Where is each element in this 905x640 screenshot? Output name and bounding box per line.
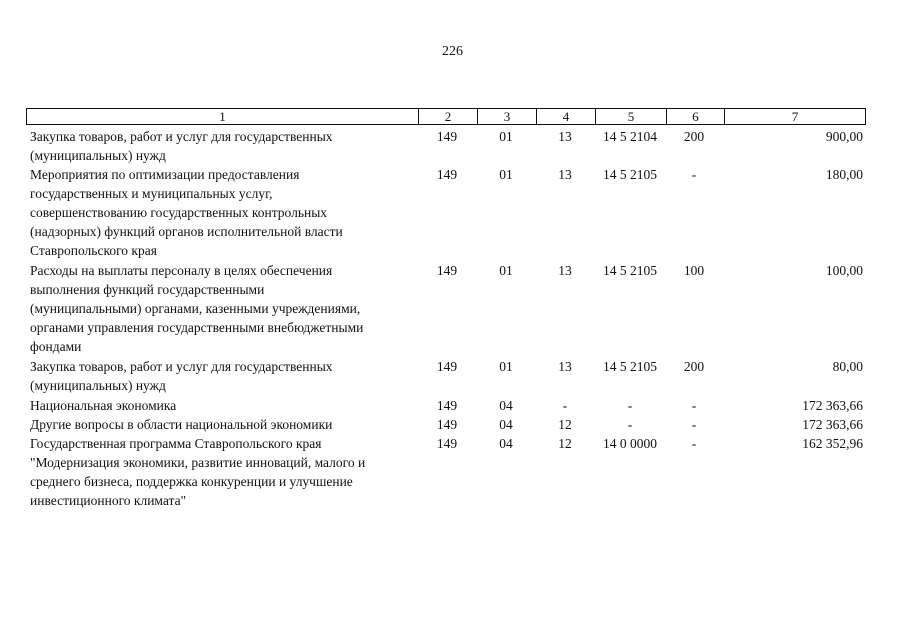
- row-col-7: 180,00: [825, 167, 863, 182]
- row-col-2: 149: [436, 417, 458, 432]
- row-col-7: 900,00: [825, 129, 863, 144]
- row-name-line: среднего бизнеса, поддержка конкуренции и улучшение: [30, 474, 353, 489]
- header-col-7: 7: [724, 109, 865, 124]
- row-col-7: 162 352,96: [802, 436, 863, 451]
- header-col-1: 1: [219, 109, 226, 124]
- header-col-2: 2: [418, 109, 477, 124]
- row-col-4: 13: [558, 129, 572, 144]
- row-col-5: 14 5 2105: [603, 167, 657, 182]
- row-col-5: 14 5 2104: [603, 129, 657, 144]
- row-name-line: государственных и муниципальных услуг,: [30, 186, 273, 201]
- row-name: [30, 396, 418, 415]
- row-name-line: совершенствованию государственных контрольных: [30, 205, 328, 220]
- row-name-line: (муниципальных) нужд: [30, 148, 166, 163]
- header-col-6: 6: [666, 109, 724, 124]
- row-col-2: 149: [436, 359, 458, 374]
- row-col-3: 04: [499, 417, 513, 432]
- row-name-line: фондами: [30, 339, 82, 354]
- row-col-5: -: [627, 398, 633, 413]
- row-col-7: 100,00: [825, 263, 863, 278]
- row-name-line: Национальная экономика: [30, 398, 177, 413]
- row-name: [30, 434, 418, 510]
- row-col-3: 04: [499, 436, 513, 451]
- row-col-5: 14 0 0000: [603, 436, 657, 451]
- row-name-line: выполнения функций государственными: [30, 282, 265, 297]
- row-col-6: -: [691, 167, 697, 182]
- header-col-3: 3: [477, 109, 536, 124]
- row-col-2: 149: [436, 398, 458, 413]
- row-name-line: Закупка товаров, работ и услуг для государственных: [30, 359, 333, 374]
- row-col-2: 149: [436, 263, 458, 278]
- page-number: 226: [442, 44, 463, 59]
- header-col-4: 4: [536, 109, 595, 124]
- row-col-3: 04: [499, 398, 513, 413]
- row-name-line: Расходы на выплаты персоналу в целях обеспечения: [30, 263, 333, 278]
- header-col-5: 5: [595, 109, 666, 124]
- row-col-4: 13: [558, 263, 572, 278]
- row-name-line: органами управления государственными внебюджетными: [30, 320, 364, 335]
- row-col-3: 01: [499, 359, 513, 374]
- row-name: [30, 165, 418, 260]
- row-col-4: 12: [558, 417, 572, 432]
- row-col-7: 80,00: [832, 359, 863, 374]
- row-name-line: Государственная программа Ставропольского края: [30, 436, 322, 451]
- row-col-4: -: [562, 398, 568, 413]
- row-col-2: 149: [436, 167, 458, 182]
- row-name-line: Мероприятия по оптимизации предоставления: [30, 167, 300, 182]
- row-name-line: "Модернизация экономики, развитие инноваций, малого и: [30, 455, 366, 470]
- row-col-6: -: [691, 436, 697, 451]
- row-col-6: -: [691, 417, 697, 432]
- row-name: [30, 357, 418, 395]
- row-col-6: 100: [683, 263, 705, 278]
- row-col-3: 01: [499, 129, 513, 144]
- row-col-4: 13: [558, 359, 572, 374]
- row-col-4: 12: [558, 436, 572, 451]
- row-col-7: 172 363,66: [802, 398, 863, 413]
- row-name-line: инвестиционного климата": [30, 493, 187, 508]
- row-col-5: 14 5 2105: [603, 359, 657, 374]
- row-col-5: -: [627, 417, 633, 432]
- row-name-line: Другие вопросы в области национальной экономики: [30, 417, 333, 432]
- row-name-line: (муниципальными) органами, казенными учреждениями,: [30, 301, 361, 316]
- row-col-3: 01: [499, 263, 513, 278]
- row-name: [30, 127, 418, 165]
- row-col-7: 172 363,66: [802, 417, 863, 432]
- row-col-2: 149: [436, 436, 458, 451]
- row-col-2: 149: [436, 129, 458, 144]
- row-name-line: (надзорных) функций органов исполнительной власти: [30, 224, 343, 239]
- table-header: [26, 108, 866, 125]
- row-name-line: Ставропольского края: [30, 243, 157, 258]
- row-col-6: 200: [683, 359, 705, 374]
- row-name-line: Закупка товаров, работ и услуг для государственных: [30, 129, 333, 144]
- row-col-4: 13: [558, 167, 572, 182]
- row-col-6: 200: [683, 129, 705, 144]
- row-name-line: (муниципальных) нужд: [30, 378, 166, 393]
- row-name: [30, 415, 418, 434]
- row-name: [30, 261, 418, 356]
- row-col-3: 01: [499, 167, 513, 182]
- row-col-5: 14 5 2105: [603, 263, 657, 278]
- row-col-6: -: [691, 398, 697, 413]
